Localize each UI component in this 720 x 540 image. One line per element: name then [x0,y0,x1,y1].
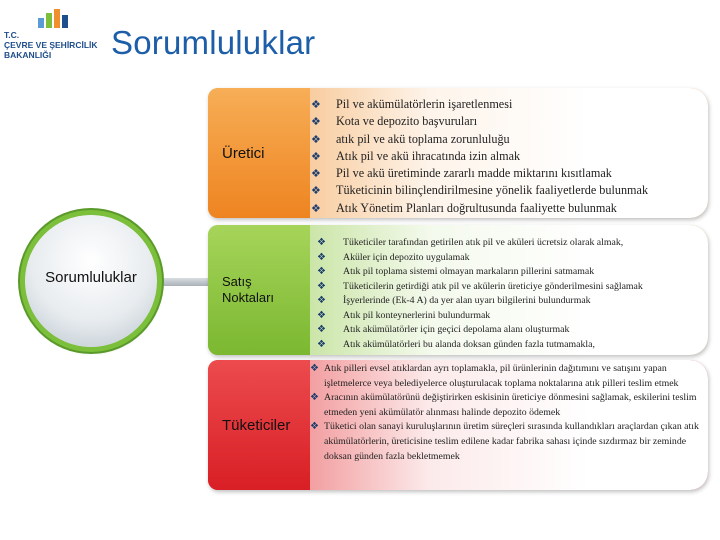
list-item: ❖ Atık akümülatörler için geçici depolama alanı oluşturmak [317,323,643,338]
list-item: ❖ İşyerlerinde (Ek-4 A) da yer alan uyarı bilgilerini bulundurmak [317,294,643,309]
diamond-bullet-icon: ❖ [311,115,321,129]
tuketiciler-label: Tüketiciler [222,416,291,434]
satis-noktalari-label-panel [208,225,310,355]
center-circle [25,215,157,347]
diamond-bullet-icon: ❖ [310,392,319,404]
diamond-bullet-icon: ❖ [311,201,321,215]
list-item: ❖ Aküler için depozito uygulamak [317,251,643,266]
list-item: ❖ Atık pil konteynerlerini bulundurmak [317,309,643,324]
list-item: ❖ Tüketiciler tarafından getirilen atık pil ve aküleri ücretsiz olarak almak, [317,236,643,251]
page-title: Sorumluluklar [111,24,316,61]
diamond-bullet-icon: ❖ [311,98,321,111]
diamond-bullet-icon: ❖ [317,295,326,306]
diamond-bullet-icon: ❖ [317,251,326,263]
uretici-list [311,96,648,217]
list-item: ❖ Atık pil ve akü ihracatında izin almak [311,148,648,165]
diamond-bullet-icon: ❖ [311,132,321,146]
ministry-logo [4,4,104,68]
diamond-bullet-icon: ❖ [311,184,321,198]
list-item: ❖ Tüketicilerin getirdiği atık pil ve akülerin üreticiye gönderilmesini sağlamak [317,280,643,295]
list-item: ❖ Atık pilleri evsel atıklardan ayrı toplamakla, pil ürünlerinin dağıtımını ve satışını yapan işletmelerce veya belediyelerce oluşturulacak toplama noktalarına atık pilleri teslim etmek [310,363,679,389]
list-item: ❖ Tüketicinin bilinçlendirilmesine yönelik faaliyetlerde bulunmak [311,182,648,199]
ministry-logo-text: T.C. ÇEVRE VE ŞEHİRCİLİK BAKANLIĞI [4,30,98,60]
diamond-bullet-icon: ❖ [317,338,326,350]
connector-bar [150,278,210,286]
tuketiciler-list [310,362,705,464]
center-circle-label: Sorumluluklar [45,268,137,286]
diamond-bullet-icon: ❖ [317,266,326,277]
diamond-bullet-icon: ❖ [317,280,326,292]
uretici-label: Üretici [222,144,265,162]
uretici-label-panel [208,88,310,218]
satis-noktalari-list [317,236,643,352]
diamond-bullet-icon: ❖ [317,309,326,321]
diamond-bullet-icon: ❖ [311,149,321,163]
diamond-bullet-icon: ❖ [310,363,319,374]
diamond-bullet-icon: ❖ [317,324,326,335]
list-item: ❖ Atık Yönetim Planları doğrultusunda faaliyette bulunmak [311,200,648,217]
list-item: ❖ atık pil ve akü toplama zorunluluğu [311,131,648,148]
list-item: ❖ Pil ve akümülatörlerin işaretlenmesi [311,96,648,113]
list-item: ❖ Atık akümülatörleri bu alanda doksan günden fazla tutmamakla, [317,338,643,353]
list-item: ❖ Atık pil toplama sistemi olmayan markaların pillerini satmamak [317,265,643,280]
satis-noktalari-label: Satış Noktaları [222,274,275,305]
diamond-bullet-icon: ❖ [317,237,326,248]
diamond-bullet-icon: ❖ [310,421,319,433]
tuketiciler-label-panel [208,360,310,490]
ministry-logo-icon [34,6,74,30]
list-item: ❖ Kota ve depozito başvuruları [311,113,648,130]
diamond-bullet-icon: ❖ [311,167,321,181]
list-item: ❖ Tüketici olan sanayi kuruluşlarının üretim süreçleri sırasında kullandıkları araçlardan çıkan atık akümülatörlerin, üreticisine teslim edilene kadar fabrika sahası içinde sızdırmaz bir zeminde doksan günden fazla bekletmemek [310,421,699,462]
list-item: ❖ Pil ve akü üretiminde zararlı madde miktarını kısıtlamak [311,165,648,182]
list-item: ❖ Aracının akümülatörünü değiştirirken eskisinin üreticiye dönmesini sağlamak, eskilerini teslim etmeden yeni akümülatör alınması halinde depozito ödemek [310,392,697,418]
